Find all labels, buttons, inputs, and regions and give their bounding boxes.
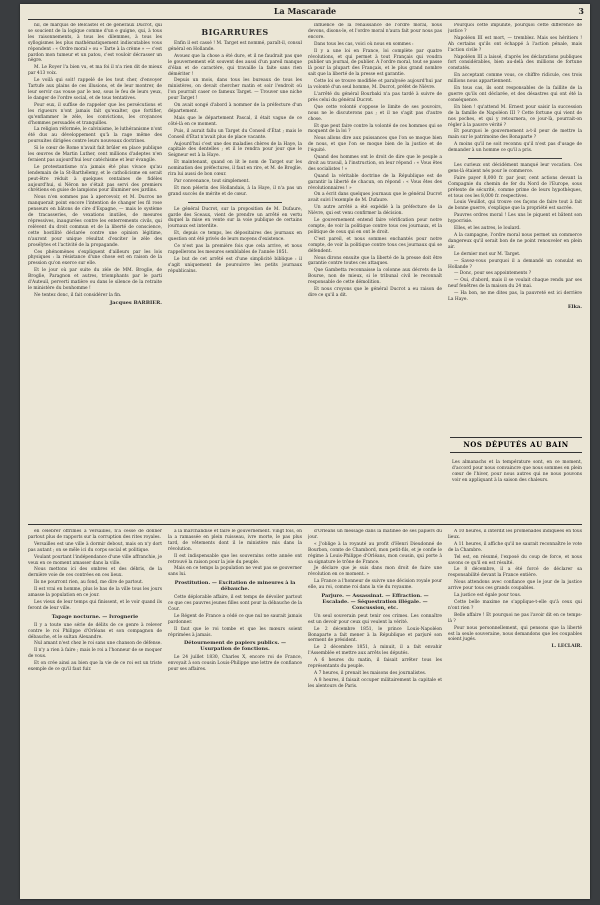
paragraph: Il faut que le roi tombe et que les mœurs soient réprimées à jamais. — [168, 626, 302, 638]
masthead-rule — [28, 19, 582, 20]
paragraph: Le Régent de France a cédé ce que nul ne saurait jamais pardonner. — [168, 613, 302, 625]
top-columns — [28, 23, 582, 433]
paragraph: Nous allons dire aux puissances que l'on se moque bien de nous, et que l'on se moque bien de la justice et de l'équité. — [308, 136, 442, 154]
column-1-signature: Jacques BARBIER. — [109, 299, 162, 306]
paragraph: Le 2 décembre 1851, à minuit, il a fait envahir l'Assemblée et mettre aux arrêts les députés. — [308, 645, 442, 657]
top-column-2 — [168, 23, 302, 433]
paragraph: Les almanachs et la température sont, en ce moment, d'accord pour nous convaincre que nous sommes en plein cœur de l'hiver, pour nous autres qui ne nous pouvons voir en appliquant à la saison des chaleurs. — [452, 460, 582, 484]
paragraph: Et nous croyons que le général Ducrot a eu raison de dire ce qu'il a dit. — [308, 287, 442, 298]
paragraph: Ces phénomènes s'expliquent d'ailleurs par les lois physiques : la résistance d'une chose est en raison de la pression qu'on exerce sur elle. — [28, 249, 162, 267]
paragraph: Il y a une loi en France, loi complète par quatre révolutions, et qui permet à tout Français qui voudra publier un journal, de publier. A l'ordre moral, tout se passe là pour la plupart des Français, et le plus grand nombre sait que la liberté de la presse est garantie. — [308, 48, 442, 78]
paragraph: Que Gambetta reconnaisse la colonne aux décrets de la Bourse, non de mieux, si le tribunal civil le reconnaît responsable de cette démolition. — [308, 268, 442, 286]
paragraph: A moins qu'il ne soit reconnu qu'il n'est pas d'usage de demander à un homme ce qu'il a pris. — [448, 142, 582, 154]
paragraph: Aujourd'hui c'est une des maladies chères de la Haye, la capitale des dentelles ; et il le rendra pour jour que le Seigneur est à la Haye. — [168, 141, 302, 159]
paragraph: A la campagne, l'ordre moral nous permet un commerce dangereux qu'il serait bon de ne point renouveler en plein air. — [448, 233, 582, 250]
paragraph: Les vieux de leur temps qui finissent, et le voir quand ils feront de leur ville. — [28, 599, 162, 611]
paragraph: Si le cœur de Rome n'avait fait brûler en place publique les œuvres de Martin Luther, cent millions d'adeptes n'en feraient pas aujourd'hui leur catéchisme et leur évangile. — [28, 146, 162, 163]
deputies-intro — [452, 456, 582, 516]
top-column-3 — [308, 23, 442, 433]
paragraph: Et mon pèlerin des Hollandais, à la Haye, il n'a pas un grand succès de mérite et de cœur. — [168, 185, 302, 197]
newspaper-page — [20, 4, 590, 899]
paragraph: Dans tous les cas, voici où nous en sommes : — [314, 41, 414, 47]
paragraph: Voulant pourtant l'indépendance d'une ville affranchie, je veux en ce moment amasser dans la ville. — [28, 554, 162, 566]
paragraph: Nous mettons ici des ombres et des débris, de la dernière voie de ces contrées en ces lieux. — [28, 567, 162, 579]
paragraph: — Savez-vous pourquoi il a demandé un consulat en Hollande ? — [448, 258, 582, 270]
parjure-heading: Parjure. — Assassinat. — Effraction. — Escalade. — Séquestration illégale. — Concussion, etc. — [321, 593, 429, 611]
paragraph: En acceptant comme vous, ce chiffre ridicule, ces trois millions nous appartiennent. — [448, 73, 582, 85]
paragraph: Depuis un mois, dans tous les bureaux de tous les ministères, on devait chercher matin et soir l'endroit où l'on pourrait caser ce fameux Target. — Trouver une niche pour Target ! — [168, 78, 302, 102]
tapage-heading: Tapage nocturne. — Ivrognerie — [51, 613, 139, 620]
paragraph: Avouez que la chose a été dure, et il ne faudrait pas que le gouvernement eût souvent des aussi d'un pareil manque d'élan et de caractère, qui travaille la faite sans rien démériter ! — [168, 53, 302, 77]
paragraph: Belle affaire ! Et pourquoi ne pas l'avoir dit en ce temps-là ? — [448, 612, 582, 624]
bigarrures-heading: BIGARRURES — [201, 27, 269, 37]
paragraph: Cette belle maxime ne s'applique-t-elle qu'à ceux qui n'ont rien ? — [448, 599, 582, 611]
paragraph: Le protestantisme n'a jamais été plus vivace qu'au lendemain de la St-Barthélemy, et le catholicisme en serait peut-être réduit à quelques centaines de fidèles aujourd'hui, si Néron ne s'était pas servi des premiers chrétiens en guise de lampions pour illuminer ses jardins. — [28, 164, 162, 194]
paragraph: — Donc, pour ses appointements ? — [454, 271, 532, 277]
paragraph: — Oui, d'abord, mais il se voulait chaque rendu par ses neuf fenêtres de la maison du 24 mai. — [448, 278, 582, 290]
paragraph: Il est vrai en homme, plus le bas de la ville tous les jours amasse la population en ce jour. — [28, 587, 162, 599]
paragraph: A 8 heures, il faisait occuper militairement la capitale et les alentours de Paris. — [308, 677, 442, 689]
paragraph: La justice est égale pour tous. — [454, 593, 522, 599]
paragraph: Faire payer 8,000 fr. par jour, cent actions devant la Compagnie du chemin de fer du Nord de l'Europe, sous prétexte de sécurité, comme prime de leurs hypothèques, et tous ces les 8,000 fr. respectives. — [448, 175, 582, 199]
paragraph: Le 2 décembre 1851, le prince Louis-Napoléon Bonaparte a fait mener à la République et parjuré son serment de président. — [308, 626, 442, 644]
paragraph: Nul amant n'est chez le roi sans une chanson de défense. — [34, 641, 162, 647]
paragraph: C'est pareil, et nous sommes enchantés pour notre compte, de voir la politique contre tous ces journaux qui se défendent. — [308, 236, 442, 254]
paragraph: En bien ! qu'attend M. Ernest pour saisir la succession de la famille de Napoléon III ? Cette fortune qui vient de nos poches, et qui y retournera, ce jour-là, pourrait-on régler à la pauvre vérité ? — [448, 104, 582, 128]
top-column-1 — [28, 23, 162, 433]
masthead — [20, 6, 590, 18]
paragraph: Il n'y a rien à faire ; mais le roi a l'honneur de se moquer de vous. — [28, 648, 162, 660]
paragraph: Il est indispensable que les souverains cette année ont retrouvé la raison pour la joie du peuple. — [168, 553, 302, 565]
paragraph: Ce n'est pas la première fois que cela arrive, et nous rappellerons les mesures semblables de l'année 1851. — [168, 244, 302, 255]
paragraph: Napoléon III est mort, — tremblez. Mais ses héritiers ! Ah certains qu'ils ont échappé à l'action pénale, mais l'action civile ? — [448, 35, 582, 53]
paragraph: La France a l'honneur de suivre une décision royale pour elle, au roi, comme roi dans la vie du royaume. — [308, 579, 442, 591]
page-number: 3 — [578, 6, 584, 16]
bottom-columns — [28, 529, 582, 889]
paragraph: Et le jour où par suite du zèle de MM. Broglie, de Broglie, Paragnon et autres, triomphants par le parti d'Auteuil, perverti matière ou dans le silence de la retraite le ministère du bonhomme ! — [28, 268, 162, 291]
bottom-column-2 — [168, 529, 302, 889]
masthead-title: La Mascarade — [273, 6, 337, 16]
paragraph: Pauvres ordres moral ! Les uns le piquent et bâtent son hypocrisie. — [448, 213, 582, 225]
detournement-heading: Détournement de papiers publics. — Usurpation de fonctions. — [183, 640, 287, 653]
paragraph: Un autre arrêté a été expédié à la préfecture de la Nièvre, qui est venu confirmer la décision. — [308, 205, 442, 217]
paragraph: Nous attendons avec confiance que le jour de la justice arrive pour tous ces grands coupables. — [448, 580, 582, 592]
paragraph: Napoléon III a laissé, d'après les déclarations publiques fort considérables, bien au-delà des millions de fortune constatés. — [448, 54, 582, 72]
paragraph: Mais en ce temps la population ne veut pas se gouverner sans lui. — [168, 566, 302, 578]
paragraph: Le dernier mot sur M. Target. — [454, 251, 521, 257]
bottom-column-3 — [308, 529, 442, 889]
paragraph: Quand la véritable doctrine de la République est de garantir la liberté de chacun, on répond : « Vous êtes des révolutionnaires ! » — [308, 173, 442, 191]
paragraph: Et maintenant, quand on lit le nom de Target sur les nomination des préfectures, il faut en rire, et M. de Broglie, rira lui aussi de bon cœur. — [168, 160, 302, 178]
paragraph: Et pourquoi le gouvernement a-t-il peur de mettre la main sur le patrimoine des Bonaparte ? — [448, 129, 582, 141]
paragraph: Pour eux, il suffise de rappeler que les persécutions et les rigueurs n'ont jamais fait qu'exalter, que fortifier, qu'enflammer le zèle, les convictions, les croyances d'hommes persuadés et tranquilles. — [28, 102, 162, 126]
paragraph: On avait songé d'abord à nommer de la préfecture d'un département. — [168, 103, 302, 114]
paragraph: Louis Veuillot, qui trouve ces façons de faire tout à fait de bonne guerre, s'explique que la propriété est sacrée. — [448, 200, 582, 212]
paragraph: Cette déplorable affaire, il est temps de dévoiler partout ce que ces pauvres jeunes filles sont pour la débauche de la Cour. — [168, 595, 302, 612]
paragraph: Elles, et les autres, le loulard. — [454, 226, 521, 232]
paragraph: La religion réformée, le calvinisme, le luthéranisme n'ont été dus au développement qu'à la rage même des poursuites dirigées contre leurs nouveaux doctrines. — [28, 127, 162, 145]
column-4-signature: Elka. — [567, 303, 582, 310]
top-column-4 — [448, 23, 582, 433]
paragraph: Par convenance, tout simplement. — [174, 178, 250, 184]
deputies-heading: NOS DÉPUTÉS AU BAIN — [463, 440, 569, 449]
paragraph: Versailles est une ville à dormir debout, mais on n'y dort pas autant ; on se mêle ici du corps social et politique. — [28, 541, 162, 553]
paragraph: Que cette volonté s'oppose le limite de ses pouvoirs, nous ne le discuterons pas ; et il ne s'agit pas d'autre chose. — [308, 104, 442, 122]
paragraph: Ils ne pourront rien, au fond, me dire de partout. — [34, 580, 144, 586]
paragraph: On a écrit dans quelques journaux que le général Ducrot avait suivi l'exemple de M. Dufaure. — [308, 192, 442, 204]
section-rule — [28, 524, 582, 525]
paragraph: Mais que le département Pascal, il était vague de ce côté-là en ce moment. — [168, 115, 302, 127]
paragraph: Le 24 juillet 1830, Charles X, encore roi de France, envoyait à son cousin Louis-Philippe une lettre de confiance pour ses affaires. — [168, 655, 302, 673]
paragraph: Et, depuis ce temps, les dépositaires des journaux en question ont été privés de leurs moyens d'existence. — [168, 231, 302, 243]
paragraph: Je déclare que je suis dans mon droit de faire une révolution en ce moment. » — [308, 566, 442, 578]
paragraph: En tous cas, ils sont responsables de la faillite de la guerre qu'ils ont déclarée, et des désastres qui ont été la conséquence. — [448, 86, 582, 103]
paragraph: Tel est, en résumé, l'exposé du coup de force, et nous savons ce qu'il en est résulté. — [448, 554, 582, 566]
paragraph: Le voilà qui soit! rappelé de les tout cher, d'envoyer Tartufe aux plains de ces illusions, et de leur montrer, de leur servir cas vouse par le nez, sous le feu de leurs yeux, le danger de l'ordre social, et de tous tentatives. — [28, 78, 162, 101]
paragraph: Et que peut faire contre la volonté de ces hommes qui se moquent de la loi ? — [308, 123, 442, 135]
paragraph: Un seul souverain peut tenir ces crimes. Les connaître est un devoir pour ceux qui veulent la vérité. — [308, 613, 442, 625]
bottom-column-1 — [28, 529, 162, 889]
paragraph: « J'oblige à la royauté au profit d'Henri Dieudonné de Bourbon, comte de Chambord, mon petit-fils, et je confie le régime à Louis-Philippe d'Orléans, mon cousin, qui porte à sa signature le trône de France. — [308, 541, 442, 565]
paragraph: Il y a toute une série de délits de ce genre à relever contre le roi Philippe d'Orléans et son compagnon de débauche, et le sultan Alexandre. — [28, 622, 162, 640]
paragraph: Cette loi se trouve modifiée et paralysée aujourd'hui par la volonté d'un seul homme, M. Ducrot, préfet de Nièvre. — [308, 79, 442, 91]
paragraph: en célébrer offrimes à Versailles, n'a cessé de donner partout plus de rapports sur la corruption des rites royales. — [28, 529, 162, 540]
prostitution-heading: Prostitution. — Excitation de mineures à la débauche. — [174, 580, 296, 593]
bottom-signature: L. LECLAIR. — [551, 644, 582, 650]
paragraph: M. Le Royer l'a bien vu, et ma foi il n'a rien dit de mieux par 413 voix. — [28, 65, 162, 77]
paragraph: Le gouvernement entend faire vérification pour notre compte, de voir la politique contre tous ces journaux, et la politique de ceux qui en ont le droit. — [308, 218, 442, 235]
paragraph: Pour nous personnellement, qui pensons que la liberté est la seule souveraine, nous demandons que les coupables soient jugés. — [448, 625, 582, 643]
paragraph: à la marchandise et faire le gouvernement. Vingt fois, on la a ramassée en plein ruisseau, ivre morte, le pas plus tard, de vêtements dont il le ministère mis dans la révolution. — [168, 529, 302, 552]
paragraph: Le 8 décembre, il a été forcé de déclarer sa responsabilité devant la France entière. — [448, 567, 582, 579]
paragraph: Puis, il aurait fallu un Target du Conseil d'État ; mais le Conseil d'État n'avait plus de place vacante. — [168, 128, 302, 140]
paragraph: Nous n'en sommes pas à apercevoir, et M. Ducros ne manquerait point encore l'intention de changer les fil rose penseurs en bâtons de cire d'Espagne, — mais le système de tracasseries, de vexations inutiles, de mesures répressives, inaugurées contre les enterrements civils, qui relèvent du droit commun et de la liberté de conscience, cette hostilité déclarée contre une opinion légitime, n'auront pour unique résultat d'exciter le zèle des prosélytes et l'activité de la propagande. — [28, 195, 162, 248]
paragraph: A 10 heures, il interdit les promenades indiquées en tous lieux. — [448, 529, 582, 540]
paragraph: influence de la renaissance de l'ordre moral, nous devons, disons-le, et l'ordre moral n'aura fait pour nous pas encore. — [308, 23, 442, 40]
paragraph: nil, de marquis de Belcastel et de généraux Ducrot, qui se soucient de la logique comme d'un e guigne, qui, à tous les raisonnements, à tous les dilemmes, à tous les syllogismes les plus mathématiquement indiscutables vous répondent : « Ordre moral » ou « Tarte à la crème » — c'est pardon mon tumeur et un patou, c'est vouloir décrasser un nègre. — [28, 23, 162, 64]
paragraph: A 7 heures, il prenait les maisons des journalistes. — [314, 670, 427, 676]
paragraph: Le général Ducrot, sur la proposition de M. Dufaure, garde des Sceaux, vient de prendre un arrêté en vertu duquel la mise en vente sur la voie publique de certains journaux est interdite. — [168, 206, 302, 230]
bottom-column-4 — [448, 529, 582, 889]
paragraph: d'Orléans un message dans la matinée de ses papiers du jour. — [308, 529, 442, 540]
paragraph: Nous dirons ensuite que la liberté de la presse doit être garantie contre toutes ces attaques. — [308, 255, 442, 267]
paragraph: — Ha bon, ne me dites pas, la pauvreté est ici derrière La Haye. — [448, 291, 582, 303]
paragraph: Enfin il est cassé ! M. Target est nommé, paraît-il, consul général en Hollande. — [168, 41, 302, 52]
paragraph: A 6 heures du matin, il faisait arrêter tous les représentants du peuple. — [308, 658, 442, 670]
paragraph: L'arrêté du général Bourbaki n'a pas tardé à suivre de près celui du général Ducrot. — [308, 91, 442, 103]
paragraph: Pourquoi cette impunité, pourquoi cette différence de justice ? — [448, 23, 582, 34]
paragraph: Ne tentez donc, il fait considérer la fin. — [34, 292, 122, 298]
paragraph: Quand des hommes ont le droit de dire que le peuple a droit au travail, à l'instruction, on leur répond : « Vous êtes des socialistes ! » — [308, 155, 442, 172]
paragraph: Le but de cet arrêté est d'une simplicité biblique : il s'agit uniquement de poursuivre les petits journaux républicains. — [168, 256, 302, 274]
paragraph: A 11 heures, il affiche qu'il ne saurait reconnaître le vote de la Chambre. — [448, 541, 582, 553]
paragraph: Les curieux ont décidément manqué leur vocation. Ces gens-là étaient nés pour le commerce. — [448, 163, 582, 174]
paragraph: Et on crée ainsi au bien que la vie de ce roi est un triste exemple de ce qu'il faut fuir. — [28, 661, 162, 673]
